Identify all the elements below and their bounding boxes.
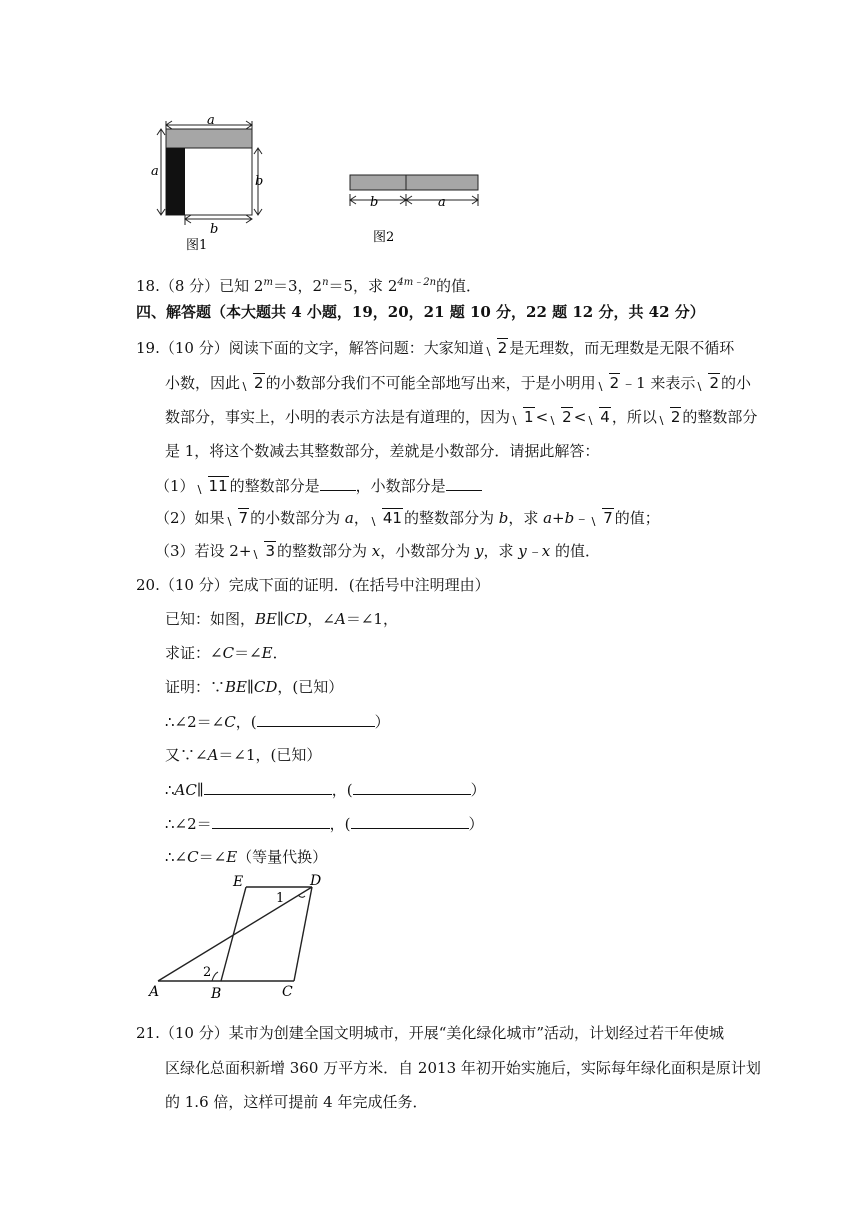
segment-DC (294, 887, 312, 981)
q19-part2: （2）如果 7 的小数部分为 a， 41 的整数部分为 b，求 a+b﹣ 7 的值； (155, 509, 660, 527)
sqrt-11: 11 (195, 476, 229, 496)
q20-step6: ∴∠C＝∠E（等量代换） (165, 848, 328, 866)
label-D: D (310, 873, 322, 889)
label-A: A (149, 984, 160, 1000)
sqrt-2: 2 (548, 407, 573, 427)
q20-step5: ∴∠2＝ ，( ） (165, 815, 484, 833)
answer-blank-1[interactable] (320, 475, 356, 491)
fig1-caption: 图1 (186, 238, 208, 253)
fig1-top-bar (166, 129, 252, 148)
sqrt-4: 4 (586, 407, 611, 427)
q20-step3: 又∵∠A＝∠1，(已知） (165, 746, 322, 764)
q20-step1: 证明：∵BE∥CD，(已知） (165, 678, 344, 696)
figure-2 (344, 168, 484, 246)
sqrt-2: 2 (657, 407, 682, 427)
fig1-label-a-top: a (207, 113, 215, 128)
fill-blank-angle2[interactable] (212, 813, 330, 829)
q20-step4: ∴AC∥ ，( ） (165, 781, 486, 799)
fig2-bar-a (406, 175, 478, 190)
geometry-figure (144, 868, 336, 1000)
q21-line1: 21.（10 分）某市为创建全国文明城市，开展“美化绿化城市”活动，计划经过若干年使城 (136, 1024, 725, 1042)
sqrt-2: 2 (695, 373, 720, 393)
sqrt-7: 7 (225, 508, 250, 528)
fig1-label-b-right: b (255, 174, 264, 189)
label-C: C (282, 984, 293, 1000)
fill-blank-ac-parallel[interactable] (204, 779, 332, 795)
q18-line: 18.（8 分）已知 $2^m=3$，$2^n=5$，求 $2^{4m﹣2n}$的值． (136, 277, 482, 295)
q19-line2: 小数，因此 2 的小数部分我们不可能全部地写出来，于是小明用 2 ﹣1 来表示 2 的小 (165, 374, 751, 392)
label-B: B (211, 986, 222, 1000)
reason-blank-2[interactable] (353, 779, 471, 795)
q19-part1: （1） 11 的整数部分是 ，小数部分是 (155, 475, 482, 496)
label-E: E (233, 874, 244, 890)
segment-AD (158, 887, 312, 981)
reason-blank-3[interactable] (351, 813, 469, 829)
angle-1-arc (298, 895, 305, 897)
fig2-label-b: b (370, 195, 379, 210)
section-4-title: 四、解答题（本大题共 4 小题，19，20，21 题 10 分，22 题 12 分，共 42 分） (136, 303, 705, 321)
fig2-label-a: a (438, 195, 446, 210)
sqrt-1: 1 (510, 407, 535, 427)
q21-line3: 的 1.6 倍，这样可提前 4 年完成任务． (165, 1093, 428, 1111)
sqrt-2: 2 (596, 373, 621, 393)
sqrt-41: 41 (369, 508, 403, 528)
sqrt-7: 7 (589, 508, 614, 528)
sqrt-2: 2 (240, 373, 265, 393)
q19-part3: （3）若设 2+ 3 的整数部分为 x，小数部分为 y，求 y﹣x 的值． (155, 542, 600, 560)
segment-EB (221, 887, 246, 981)
label-angle-2: 2 (203, 965, 212, 980)
sqrt-2: 2 (484, 338, 509, 358)
reason-blank-1[interactable] (257, 711, 375, 727)
fig1-label-b-bottom: b (210, 222, 219, 237)
q20-head: 20.（10 分）完成下面的证明．(在括号中注明理由） (136, 576, 490, 594)
fig2-bar-b (350, 175, 406, 190)
fig2-caption: 图2 (373, 230, 395, 245)
figure-1 (138, 112, 278, 254)
q21-line2: 区绿化总面积新增 360 万平方米．自 2013 年初开始实施后，实际每年绿化面积是原计划 (165, 1059, 761, 1077)
fig1-left-bar (166, 148, 185, 215)
q20-prove: 求证：∠C＝∠E． (165, 644, 288, 662)
q19-line3: 数部分，事实上，小明的表示方法是有道理的，因为 1 < 2 < 4 ，所以 2 的整数部分 (165, 408, 758, 426)
q19-line4: 是 1，将这个数减去其整数部分，差就是小数部分．请据此解答： (165, 442, 600, 460)
q20-given: 已知：如图，BE∥CD，∠A＝∠1， (165, 610, 398, 628)
q19-line1: 19.（10 分）阅读下面的文字，解答问题：大家知道 2 是无理数，而无理数是无限不循环 (136, 339, 735, 357)
label-angle-1: 1 (276, 891, 285, 906)
answer-blank-2[interactable] (446, 475, 482, 491)
q20-step2: ∴∠2＝∠C，( ） (165, 713, 390, 731)
fig1-label-a-left: a (151, 164, 159, 179)
sqrt-3: 3 (251, 541, 276, 561)
angle-2-arc (212, 972, 218, 981)
